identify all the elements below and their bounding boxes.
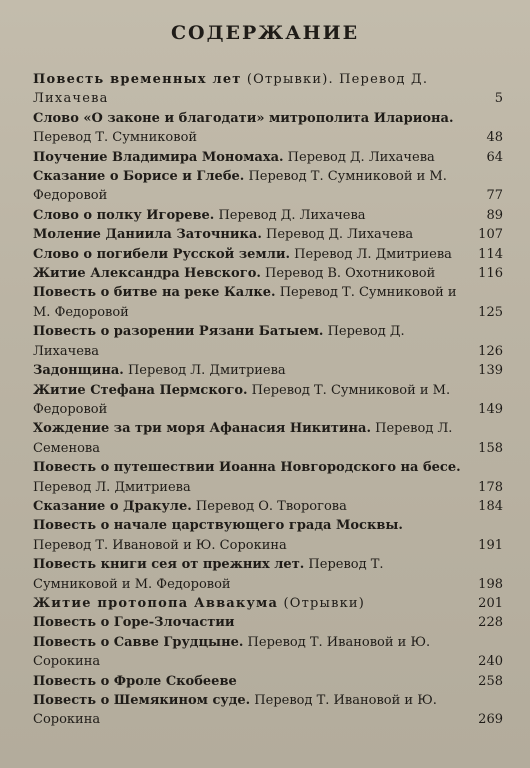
entry-text xyxy=(33,206,503,225)
entry-translator: Перевод Т. Сумниковой и М. Федоровой xyxy=(33,285,457,320)
entry-work-title: Слово «О законе и благодати» митрополита Илариона. xyxy=(33,110,454,126)
entry-translator: Перевод О. Творогова xyxy=(191,498,347,514)
toc-entry xyxy=(33,264,503,283)
entry-text xyxy=(33,516,503,555)
entry-text xyxy=(33,497,503,516)
entry-work-title: Повесть о Шемякином суде. xyxy=(33,693,251,708)
entry-page-number: 5 xyxy=(494,91,503,107)
entry-translator: Перевод Д. Лихачева xyxy=(261,227,414,243)
entry-text xyxy=(33,245,503,264)
page-title: СОДЕРЖАНИЕ xyxy=(170,22,360,44)
toc-entry xyxy=(33,70,503,109)
toc-entry xyxy=(33,361,503,380)
entry-translator: Перевод Т. Ивановой и Ю. Сорокина xyxy=(33,634,431,670)
entry-work-title: Слово о погибели Русской земли. xyxy=(33,246,291,262)
entry-translator: Перевод Д. Лихачева xyxy=(214,207,366,223)
toc-entry xyxy=(33,148,503,167)
entry-translator: Перевод Т. Сумниковой и М. Федоровой xyxy=(33,557,384,592)
entry-page-number: 184 xyxy=(478,498,503,514)
entry-page-number: 240 xyxy=(478,654,503,670)
toc-entry xyxy=(33,283,503,322)
entry-work-title: Повесть о разорении Рязани Батыем. xyxy=(33,324,324,340)
entry-page-number: 258 xyxy=(478,673,503,689)
entry-work-title: Хождение за три моря Афанасия Никитина. xyxy=(33,421,371,437)
toc-entry xyxy=(33,245,503,264)
entry-text xyxy=(33,167,503,206)
entry-page-number: 149 xyxy=(478,401,503,417)
table-of-contents xyxy=(33,70,503,730)
entry-translator: Перевод В. Охотниковой xyxy=(260,266,436,282)
entry-page-number: 114 xyxy=(478,246,503,262)
entry-text xyxy=(33,109,503,148)
entry-text xyxy=(33,672,503,691)
entry-text xyxy=(33,283,503,322)
entry-translator: Перевод Т. Сумниковой xyxy=(33,130,198,146)
entry-work-title: Житие Александра Невского. xyxy=(33,266,261,282)
entry-work-title: Сказание о Борисе и Глебе. xyxy=(33,169,245,185)
entry-translator: Перевод Т. Сумниковой и М. Федоровой xyxy=(33,382,451,417)
entry-translator: Перевод Т. Сумниковой и М. Федоровой xyxy=(33,169,447,204)
entry-translator: Перевод Т. Ивановой и Ю. Сорокина xyxy=(33,693,437,728)
entry-translator: Перевод Л. Дмитриева xyxy=(290,246,452,262)
entry-translator: Перевод Т. Ивановой и Ю. Сорокина xyxy=(33,537,287,553)
entry-text xyxy=(33,613,503,632)
toc-entry xyxy=(33,381,503,420)
entry-page-number: 178 xyxy=(478,479,503,495)
entry-page-number: 116 xyxy=(478,266,503,282)
entry-page-number: 191 xyxy=(478,537,503,553)
entry-text xyxy=(33,322,503,361)
toc-entry xyxy=(33,109,503,148)
entry-page-number: 198 xyxy=(478,576,503,592)
entry-work-title: Поучение Владимира Мономаха. xyxy=(33,149,284,165)
toc-entry xyxy=(33,633,503,672)
entry-page-number: 158 xyxy=(478,440,503,456)
entry-text xyxy=(33,361,503,380)
entry-work-title: Повесть о битве на реке Калке. xyxy=(33,285,276,301)
entry-translator: (Отрывки). Перевод Д. Лихачева xyxy=(33,72,429,107)
toc-entry xyxy=(33,419,503,458)
entry-page-number: 125 xyxy=(478,304,503,320)
entry-work-title: Повесть временных лет xyxy=(33,72,242,87)
entry-work-title: Повесть о начале царствующего града Москвы. xyxy=(33,518,403,534)
entry-work-title: Сказание о Дракуле. xyxy=(33,498,192,514)
entry-page-number: 48 xyxy=(486,130,503,146)
entry-work-title: Повесть о путешествии Иоанна Новгородского на бесе. xyxy=(33,460,461,476)
entry-work-title: Повесть о Фроле Скобееве xyxy=(33,673,237,689)
entry-work-title: Житие протопопа Аввакума xyxy=(33,595,279,611)
entry-text xyxy=(33,70,503,109)
entry-translator: (Отрывки) xyxy=(278,595,366,611)
entry-page-number: 64 xyxy=(486,149,503,165)
entry-text xyxy=(33,264,503,283)
toc-entry xyxy=(33,206,503,225)
entry-translator: Перевод Д. Лихачева xyxy=(33,324,405,359)
entry-text xyxy=(33,225,503,244)
entry-text xyxy=(33,633,503,672)
entry-page-number: 126 xyxy=(478,343,503,359)
entry-text xyxy=(33,148,503,167)
entry-text xyxy=(33,555,503,594)
toc-entry xyxy=(33,458,503,497)
toc-entry xyxy=(33,613,503,632)
toc-entry xyxy=(33,691,503,730)
entry-page-number: 139 xyxy=(478,363,503,379)
entry-page-number: 89 xyxy=(486,207,503,223)
entry-work-title: Повесть о Горе-Злочастии xyxy=(33,615,235,631)
entry-work-title: Моление Даниила Заточника. xyxy=(33,227,262,243)
entry-translator: Перевод Л. Дмитриева xyxy=(123,363,286,379)
entry-text xyxy=(33,419,503,458)
entry-text xyxy=(33,458,503,497)
entry-work-title: Житие Стефана Пермского. xyxy=(33,382,248,398)
entry-page-number: 269 xyxy=(478,712,503,728)
toc-entry xyxy=(33,672,503,691)
entry-translator: Перевод Д. Лихачева xyxy=(283,149,435,165)
toc-entry xyxy=(33,555,503,594)
entry-page-number: 201 xyxy=(478,595,503,611)
toc-entry xyxy=(33,594,503,613)
toc-entry xyxy=(33,167,503,206)
entry-work-title: Задонщина. xyxy=(33,363,124,379)
toc-entry xyxy=(33,516,503,555)
toc-entry xyxy=(33,225,503,244)
toc-entry xyxy=(33,497,503,516)
entry-page-number: 77 xyxy=(486,188,503,204)
entry-work-title: Слово о полку Игореве. xyxy=(33,207,215,223)
entry-text xyxy=(33,691,503,730)
toc-entry xyxy=(33,322,503,361)
entry-work-title: Повесть о Савве Грудцыне. xyxy=(33,634,244,650)
entry-translator: Перевод Л. Дмитриева xyxy=(33,479,191,495)
entry-translator: Перевод Л. Семенова xyxy=(33,421,453,456)
entry-text xyxy=(33,381,503,420)
entry-page-number: 228 xyxy=(478,615,503,631)
entry-page-number: 107 xyxy=(478,227,503,243)
entry-work-title: Повесть книги сея от прежних лет. xyxy=(33,557,305,573)
entry-text xyxy=(33,594,503,613)
